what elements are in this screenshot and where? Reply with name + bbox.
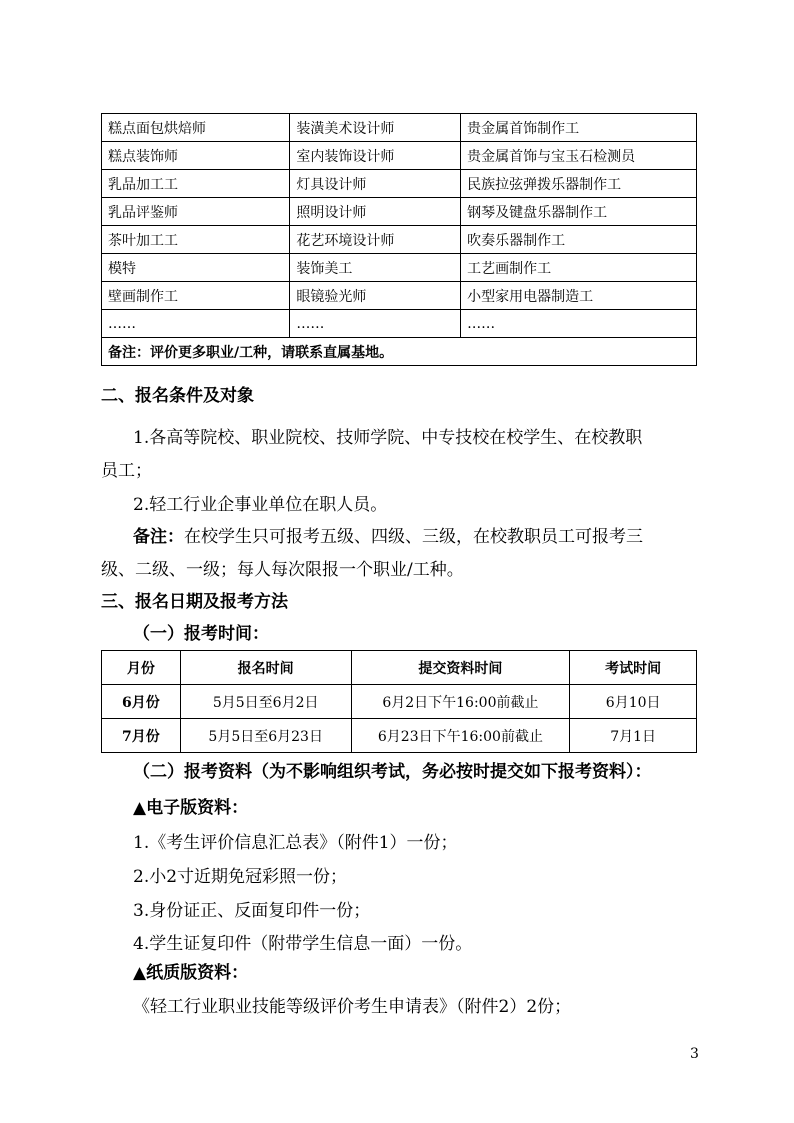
table-cell: 乳品评鉴师 [102, 198, 290, 226]
table-cell: 6月10日 [570, 685, 697, 719]
paper-materials-heading: ▲纸质版资料： [133, 963, 249, 983]
table-header-row [102, 651, 697, 685]
table-row [102, 685, 697, 719]
subheading-exam-time: （一）报考时间： [133, 624, 269, 644]
table-cell: 茶叶加工工 [102, 226, 290, 254]
section-heading-3: 三、报名日期及报考方法 [101, 592, 288, 612]
table-row [102, 310, 697, 338]
paragraph-item2: 2.轻工行业企事业单位在职人员。 [133, 495, 388, 515]
paragraph-item1-line1: 1.各高等院校、职业院校、技师学院、中专技校在校学生、在校教职 [133, 428, 643, 448]
table-cell: 工艺画制作工 [461, 254, 697, 282]
table-cell: 6月份 [102, 685, 181, 719]
table-cell: 模特 [102, 254, 290, 282]
table-cell: 灯具设计师 [290, 170, 461, 198]
table-row [102, 114, 697, 142]
table-cell: 照明设计师 [290, 198, 461, 226]
column-header: 考试时间 [570, 651, 697, 685]
note-line2: 级、二级、一级；每人每次限报一个职业/工种。 [101, 560, 464, 580]
table-cell: 壁画制作工 [102, 282, 290, 310]
table-row [102, 254, 697, 282]
occupation-table [101, 113, 697, 366]
table-row [102, 198, 697, 226]
table-cell: 7月份 [102, 719, 181, 753]
table-cell: 乳品加工工 [102, 170, 290, 198]
electronic-item-4: 4.学生证复印件（附带学生信息一面）一份。 [133, 934, 473, 954]
paper-item-1: 《轻工行业职业技能等级评价考生申请表》（附件2）2份； [133, 997, 572, 1017]
table-cell: …… [461, 310, 697, 338]
table-cell: 6月2日下午16:00前截止 [351, 685, 570, 719]
column-header: 月份 [102, 651, 181, 685]
table-row [102, 719, 697, 753]
section-heading-2: 二、报名条件及对象 [101, 386, 254, 406]
table-cell: 吹奏乐器制作工 [461, 226, 697, 254]
column-header: 提交资料时间 [351, 651, 570, 685]
table-cell: 糕点装饰师 [102, 142, 290, 170]
table-cell: 装饰美工 [290, 254, 461, 282]
table-cell: 5月5日至6月23日 [180, 719, 351, 753]
page-number: 3 [690, 1046, 699, 1062]
table-row [102, 282, 697, 310]
table-cell: 5月5日至6月2日 [180, 685, 351, 719]
table-cell: 装潢美术设计师 [290, 114, 461, 142]
table-cell: 花艺环境设计师 [290, 226, 461, 254]
column-header: 报名时间 [180, 651, 351, 685]
table-cell: 眼镜验光师 [290, 282, 461, 310]
table-note: 备注：评价更多职业/工种，请联系直属基地。 [102, 338, 697, 366]
table-cell: 钢琴及键盘乐器制作工 [461, 198, 697, 226]
subheading-exam-materials: （二）报考资料（为不影响组织考试，务必按时提交如下报考资料）： [133, 762, 652, 782]
table-cell: 贵金属首饰制作工 [461, 114, 697, 142]
table-cell: 7月1日 [570, 719, 697, 753]
electronic-item-3: 3.身份证正、反面复印件一份； [133, 901, 371, 921]
table-row [102, 170, 697, 198]
table-cell: 6月23日下午16:00前截止 [351, 719, 570, 753]
table-cell: 贵金属首饰与宝玉石检测员 [461, 142, 697, 170]
note-label: 备注： [133, 527, 184, 547]
table-cell: 民族拉弦弹拨乐器制作工 [461, 170, 697, 198]
table-note-row [102, 338, 697, 366]
electronic-item-1: 1.《考生评价信息汇总表》（附件1）一份； [133, 833, 458, 853]
electronic-materials-heading: ▲电子版资料： [133, 798, 249, 818]
table-row [102, 142, 697, 170]
note-text: 在校学生只可报考五级、四级、三级，在校教职员工可报考三 [184, 527, 643, 547]
table-cell: …… [102, 310, 290, 338]
note-line1 [133, 522, 643, 547]
table-row [102, 226, 697, 254]
table-cell: 室内装饰设计师 [290, 142, 461, 170]
paragraph-item1-line2: 员工； [101, 461, 152, 481]
electronic-item-2: 2.小2寸近期免冠彩照一份； [133, 867, 348, 887]
table-cell: …… [290, 310, 461, 338]
schedule-table [101, 650, 697, 753]
table-cell: 糕点面包烘焙师 [102, 114, 290, 142]
table-cell: 小型家用电器制造工 [461, 282, 697, 310]
